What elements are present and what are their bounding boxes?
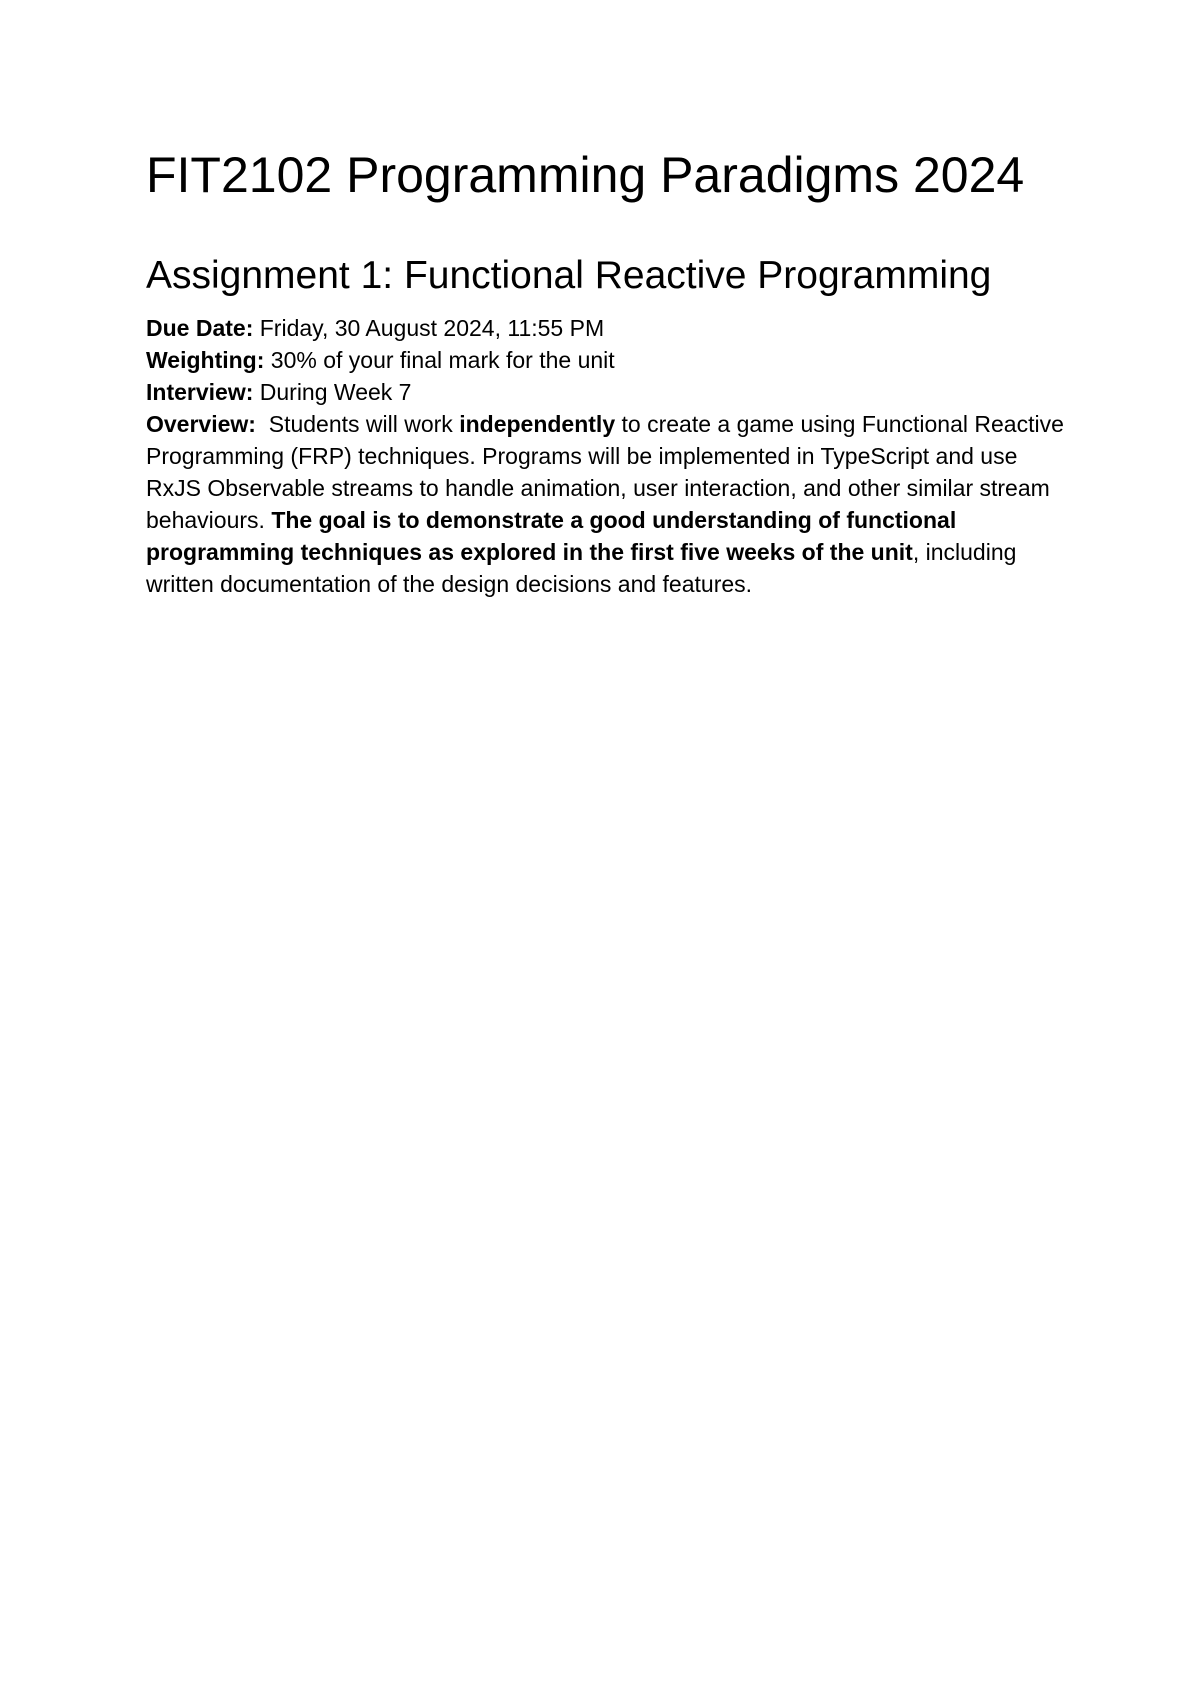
overview-text-2: to create a game using Functional Reactive Programming (FRP) techniques. Programs will be implemented in TypeScript and use RxJS Observable streams to handle animation, user interaction, and other similar stream behaviours. (146, 411, 1064, 533)
assignment-details (146, 312, 1066, 600)
interview-row (146, 376, 1066, 408)
document-title: FIT2102 Programming Paradigms 2024 (146, 147, 1025, 203)
due-date-row (146, 312, 1066, 344)
interview-value: During Week 7 (259, 379, 412, 405)
overview-text-1: Students will work (268, 411, 453, 437)
interview-label: Interview: (146, 379, 254, 405)
due-date-value: Friday, 30 August 2024, 11:55 PM (259, 315, 605, 341)
due-date-label: Due Date: (146, 315, 254, 341)
overview-text-3: , including written documentation of the design decisions and features. (146, 539, 1017, 597)
weighting-row (146, 344, 1066, 376)
overview-emphasis-goal: The goal is to demonstrate a good understanding of functional programming techniques as explored in the first five weeks of the unit (146, 507, 957, 565)
weighting-value: 30% of your final mark for the unit (270, 347, 615, 373)
weighting-label: Weighting: (146, 347, 265, 373)
overview-emphasis-independently: independently (459, 411, 616, 437)
overview-paragraph (146, 408, 1066, 600)
overview-label: Overview: (146, 411, 256, 437)
document-page (146, 140, 1066, 600)
assignment-title: Assignment 1: Functional Reactive Programming (146, 254, 992, 297)
